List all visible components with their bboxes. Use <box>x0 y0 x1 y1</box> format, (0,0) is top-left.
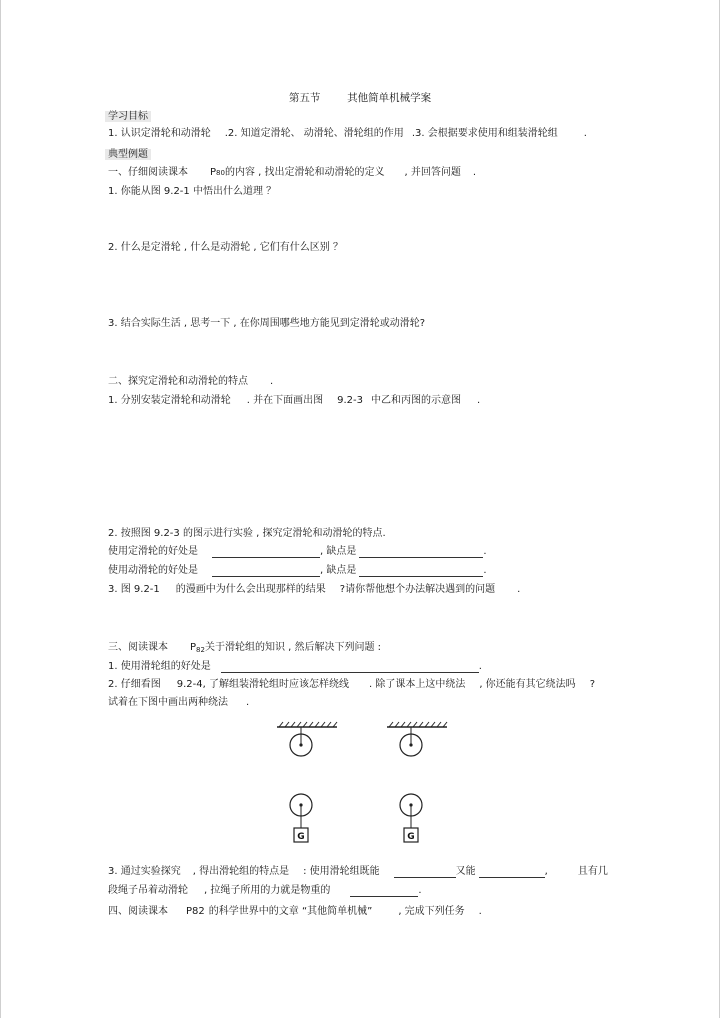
question-3-1: 1. 使用滑轮组的好处是 . <box>108 661 482 672</box>
fixed-pulley-axle <box>409 743 412 746</box>
question-2-1: 1. 分别安装定滑轮和动滑轮 . 并在下面画出图 9.2-3 中乙和丙图的示意图 . <box>108 395 481 406</box>
movable-pulley-line: 使用动滑轮的好处是 , 缺点是 . <box>108 565 487 576</box>
learning-goals-tag: 学习目标 <box>108 111 151 123</box>
page-edge-left <box>0 0 1 1018</box>
pulley-system-right <box>387 722 447 842</box>
page-title: 第五节 其他简单机械学案 <box>288 92 432 104</box>
question-3-2-continued: 试着在下图中画出两种绕法 . <box>108 697 250 708</box>
pulley-diagram <box>255 715 465 850</box>
fixed-pulley-advantage-blank[interactable] <box>212 547 320 558</box>
question-1-3: 3. 结合实际生活 , 思考一下 , 在你周围哪些地方能见到定滑轮或动滑轮? <box>108 318 426 329</box>
force-ratio-blank[interactable] <box>350 886 418 897</box>
pulley-group-blank-1[interactable] <box>394 867 456 878</box>
weight-label: G <box>407 832 415 842</box>
learning-goals-line: 1. 认识定滑轮和动滑轮 .2. 知道定滑轮、 动滑轮、滑轮组的作用 .3. 会根据要求使用和组装滑轮组 . <box>108 128 587 139</box>
fixed-pulley-line: 使用定滑轮的好处是 , 缺点是 . <box>108 546 487 557</box>
question-2-3: 3. 图 9.2-1 的漫画中为什么会出现那样的结果 ?请你帮他想个办法解决遇到的问题 . <box>108 584 521 595</box>
question-1-2: 2. 什么是定滑轮 , 什么是动滑轮 , 它们有什么区别 ？ <box>108 242 343 253</box>
fixed-pulley-disadvantage-blank[interactable] <box>359 547 483 558</box>
weight-label: G <box>297 832 305 842</box>
question-3-2: 2. 仔细看图 9.2-4, 了解组装滑轮组时应该怎样绕线 . 除了课本上这中绕法 , 你还能有其它绕法吗 ? <box>108 679 595 690</box>
movable-pulley-disadvantage-blank[interactable] <box>359 566 483 577</box>
question-2-2: 2. 按照图 9.2-3 的图示进行实验 , 探究定滑轮和动滑轮的特点. <box>108 528 386 539</box>
section-four-intro: 四、阅读课本 P82 的科学世界中的文章 “其他简单机械” , 完成下列任务 . <box>108 906 482 917</box>
pulley-system-left <box>277 722 337 842</box>
section-three-intro: 三、阅读课本 $P_{82}$关于滑轮组的知识 , 然后解决下列问题 : <box>108 642 382 654</box>
section-one-intro: 一、仔细阅读课本 P80的内容 , 找出定滑轮和动滑轮的定义 , 并回答问题 . <box>108 167 477 178</box>
fixed-pulley-axle <box>299 743 302 746</box>
question-1-1: 1. 你能从图 9.2-1 中悟出什么道理 ？ <box>108 186 277 197</box>
pulley-group-blank-2[interactable] <box>479 867 545 878</box>
section-two-heading: 二、探究定滑轮和动滑轮的特点 . <box>108 376 274 387</box>
question-3-3-continued: 段绳子吊着动滑轮 , 拉绳子所用的力就是物重的 . <box>108 885 422 896</box>
pulley-group-advantage-blank[interactable] <box>221 662 479 673</box>
examples-tag: 典型例题 <box>108 149 151 161</box>
question-3-3: 3. 通过实验探究 , 得出滑轮组的特点是 : 使用滑轮组既能 又能 , 且有几 <box>108 866 608 877</box>
movable-pulley-advantage-blank[interactable] <box>212 566 320 577</box>
